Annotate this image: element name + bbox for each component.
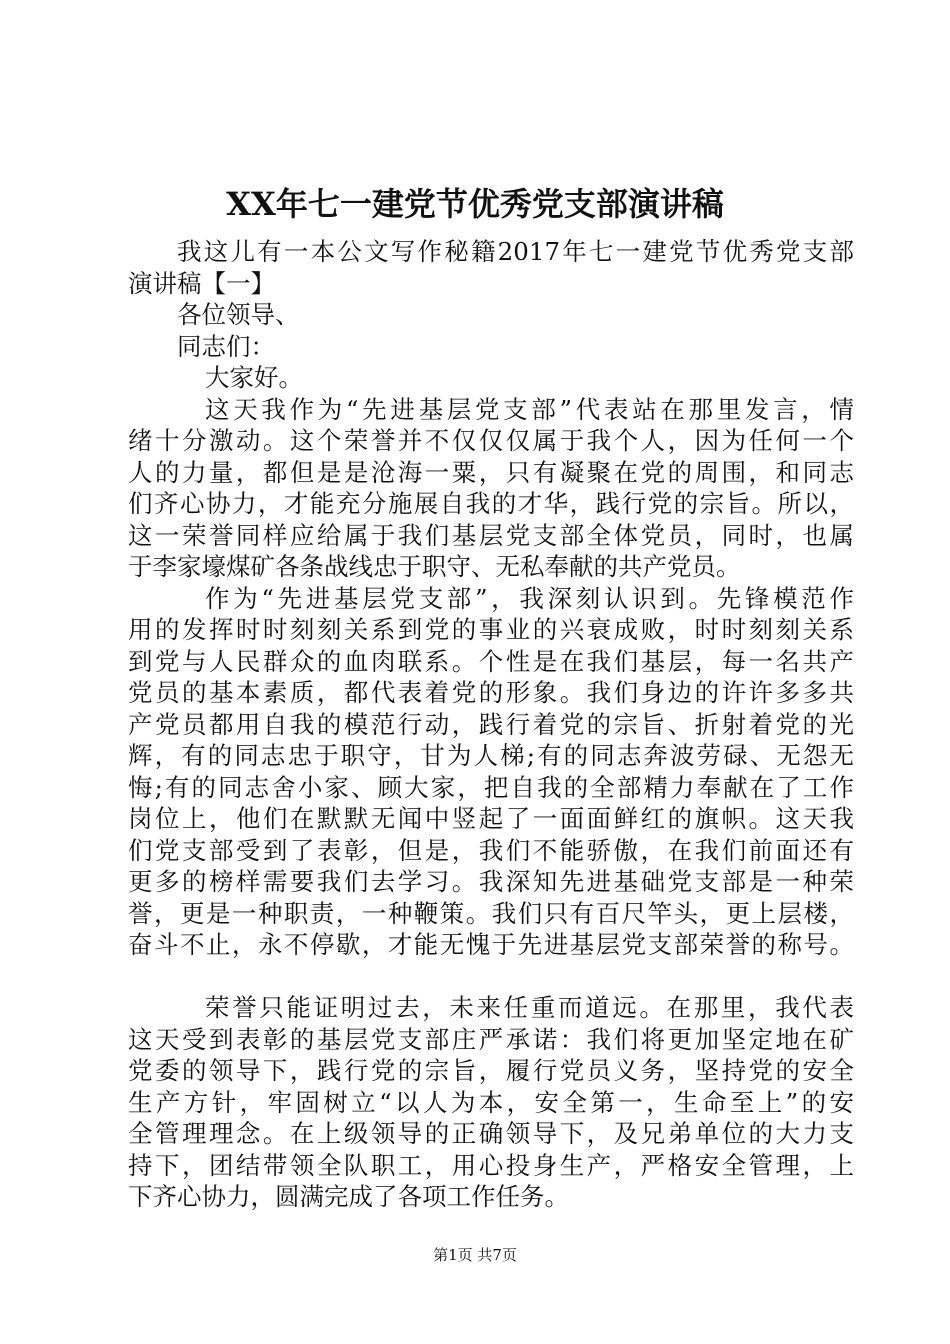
body-line: 岗位上，他们在默默无闻中竖起了一面面鲜红的旗帜。这天我 xyxy=(128,804,854,833)
body-line: 这天受到表彰的基层党支部庄严承诺：我们将更加坚定地在矿 xyxy=(128,1024,854,1054)
body-line: 到党与人民群众的血肉联系。个性是在我们基层，每一名共产 xyxy=(128,646,854,676)
body-line: 于李家壕煤矿各条战线忠于职守、无私奉献的共产党员。 xyxy=(128,552,741,581)
body-line: 持下，团结带领全队职工，用心投身生产，严格安全管理，上 xyxy=(128,1150,854,1180)
body-line: 绪十分激动。这个荣誉并不仅仅仅属于我个人，因为任何一个 xyxy=(128,426,854,455)
body-line: 这一荣誉同样应给属于我们基层党支部全体党员，同时，也属 xyxy=(128,520,854,550)
blank-line xyxy=(128,961,854,993)
body-line: 同志们： xyxy=(177,331,275,361)
body-line: 奋斗不止，永不停歇，才能无愧于先进基层党支部荣誉的称号。 xyxy=(128,930,854,959)
body-line: 全管理理念。在上级领导的正确领导下，及兄弟单位的大力支 xyxy=(128,1119,854,1148)
page-footer: 第1页 共7页 xyxy=(433,1246,517,1264)
body-line: 用的发挥时时刻刻关系到党的事业的兴衰成败，时时刻刻关系 xyxy=(128,615,854,644)
page-title: XX年七一建党节优秀党支部演讲稿 xyxy=(226,185,724,223)
body-line: 作为“先进基层党支部”，我深刻认识到。先锋模范作 xyxy=(205,583,854,613)
body-line: 生产方针，牢固树立“以人为本，安全第一，生命至上”的安 xyxy=(128,1087,854,1117)
body-line: 产党员都用自我的模范行动，践行着党的宗旨、折射着党的光 xyxy=(128,709,854,739)
body-line: 党员的基本素质，都代表着党的形象。我们身边的许许多多共 xyxy=(128,678,854,707)
body-line: 下齐心协力，圆满完成了各项工作任务。 xyxy=(128,1182,569,1211)
body-line: 大家好。 xyxy=(205,363,303,392)
body-line: 们齐心协力，才能充分施展自我的才华，践行党的宗旨。所以， xyxy=(128,489,854,518)
body-line: 们党支部受到了表彰，但是，我们不能骄傲，在我们前面还有 xyxy=(128,835,854,865)
body-line: 荣誉只能证明过去，未来任重而道远。在那里，我代表 xyxy=(205,993,854,1022)
body-line: 悔;有的同志舍小家、顾大家，把自我的全部精力奉献在了工作 xyxy=(128,772,854,802)
body-line: 演讲稿【一】 xyxy=(128,268,275,298)
body-line: 我这儿有一本公文写作秘籍2017年七一建党节优秀党支部 xyxy=(177,237,854,266)
body-line: 誉，更是一种职责，一种鞭策。我们只有百尺竿头，更上层楼， xyxy=(128,898,854,928)
body-line: 党委的领导下，践行党的宗旨，履行党员义务，坚持党的安全 xyxy=(128,1056,854,1085)
body-line: 人的力量，都但是是沧海一粟，只有凝聚在党的周围，和同志 xyxy=(128,457,854,487)
body-line: 辉，有的同志忠于职守，甘为人梯;有的同志奔波劳碌、无怨无 xyxy=(128,741,854,770)
body-line: 各位领导、 xyxy=(177,300,300,329)
body-line: 这天我作为“先进基层党支部”代表站在那里发言，情 xyxy=(205,394,854,424)
document-body xyxy=(128,236,854,1213)
body-line: 更多的榜样需要我们去学习。我深知先进基础党支部是一种荣 xyxy=(128,867,854,896)
